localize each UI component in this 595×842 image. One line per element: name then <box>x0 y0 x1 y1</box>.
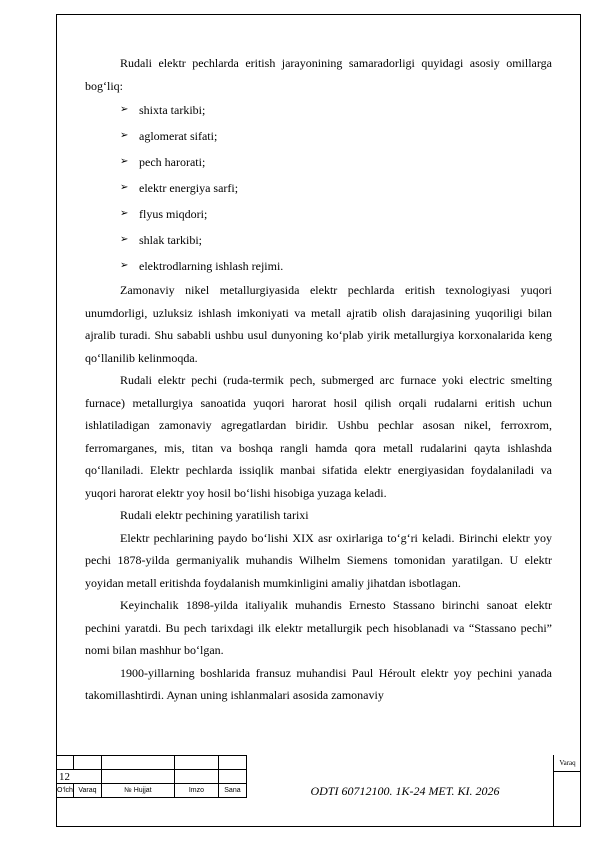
document-code: ODTI 60712100. 1K-24 MET. KI. 2026 <box>310 783 500 798</box>
list-item <box>85 253 552 279</box>
intro-paragraph: Rudali elektr pechlarda eritish jarayonining samaradorligi quyidagi asosiy omillarga bog‘liq: <box>85 56 552 93</box>
list-item <box>85 97 552 123</box>
arrow-bullet-icon: ➢ <box>120 260 129 271</box>
list-item-text: elektrodlarning ishlash rejimi. <box>139 259 284 273</box>
list-item <box>85 123 552 149</box>
col-hujjat: № Hujjat <box>101 784 174 798</box>
paragraph: Keyinchalik 1898-yilda italiyalik muhandis Ernesto Stassano birinchi sanoat elektr pechini yaratdi. Bu pech tarixdagi ilk elektr metallurgik pech hisoblanadi va “Stassano pechi” nomi bilan mashhur bo‘lgan. <box>85 598 552 657</box>
paragraph: Zamonaviy nikel metallurgiyasida elektr pechlarda eritish texnologiyasi yuqori unumdorligi, uzluksiz ishlash imkoniyati va metall ajratib olish darajasining yuqoriligi bilan ajralib turadi. Shu sababli ushbu usul dunyoning ko‘plab yirik metallurgiya korxonalarida keng qo‘llanilib kelinmoqda. <box>85 283 552 365</box>
list-item-text: elektr energiya sarfi; <box>139 181 239 195</box>
paragraph: Elektr pechlarining paydo bo‘lishi XIX asr oxirlariga to‘g‘ri keladi. Birinchi elektr yoy pechi 1878-yilda germaniyalik muhandis Wilhelm Siemens tomonidan yaratilgan. U elektr yoyidan metall eritishda foydalanish mumkinligini amaliy jihatdan isbotlagan. <box>85 530 552 590</box>
col-varaq: Varaq <box>73 784 101 798</box>
stamp-grid <box>56 755 247 798</box>
list-item-text: shixta tarkibi; <box>139 103 206 117</box>
varaq-box <box>553 771 581 827</box>
list-item <box>85 227 552 253</box>
list-item-text: pech harorati; <box>139 155 206 169</box>
varaq-label: Varaq <box>553 755 581 772</box>
list-item-text: flyus miqdori; <box>139 207 208 221</box>
arrow-bullet-icon: ➢ <box>120 156 129 167</box>
arrow-bullet-icon: ➢ <box>120 130 129 141</box>
document-body <box>85 52 552 707</box>
section-heading: Rudali elektr pechining yaratilish tarixi <box>120 508 309 522</box>
col-sana: Sana <box>218 784 246 798</box>
list-item <box>85 201 552 227</box>
col-imzo: Imzo <box>174 784 218 798</box>
paragraph: 1900-yillarning boshlarida fransuz muhandisi Paul Héroult elektr yoy pechini yanada takomillashtirdi. Aynan uning ishlanmalari asosida zamonaviy <box>85 665 552 702</box>
list-item-text: aglomerat sifati; <box>139 129 218 143</box>
col-olch: O‘lch <box>57 784 74 798</box>
list-item <box>85 149 552 175</box>
paragraph: Rudali elektr pechi (ruda-termik pech, submerged arc furnace yoki electric smelting furnace) metallurgiya sanoatida yuqori harorat hosil qilish orqali rudalarni eritish uchun ishlatiladigan zamonaviy agregatlardan biridir. Ushbu pechlar asosan nikel, ferroxrom, ferromarganes, mis, titan va boshqa rangli hamda qora metall rudalarini qayta ishlashda qo‘llaniladi. Elektr pechlarda issiqlik manbai sifatida elektr energiyasidan foydalaniladi va yuqori harorat elektr yoy hosil bo‘lishi hisobiga yuzaga keladi. <box>85 373 552 500</box>
arrow-bullet-icon: ➢ <box>120 182 129 193</box>
page-number: 12 <box>57 770 102 784</box>
arrow-bullet-icon: ➢ <box>120 104 129 115</box>
arrow-bullet-icon: ➢ <box>120 208 129 219</box>
arrow-bullet-icon: ➢ <box>120 234 129 245</box>
title-block-stamp <box>56 755 581 827</box>
factor-list <box>85 97 552 279</box>
list-item-text: shlak tarkibi; <box>139 233 202 247</box>
list-item <box>85 175 552 201</box>
